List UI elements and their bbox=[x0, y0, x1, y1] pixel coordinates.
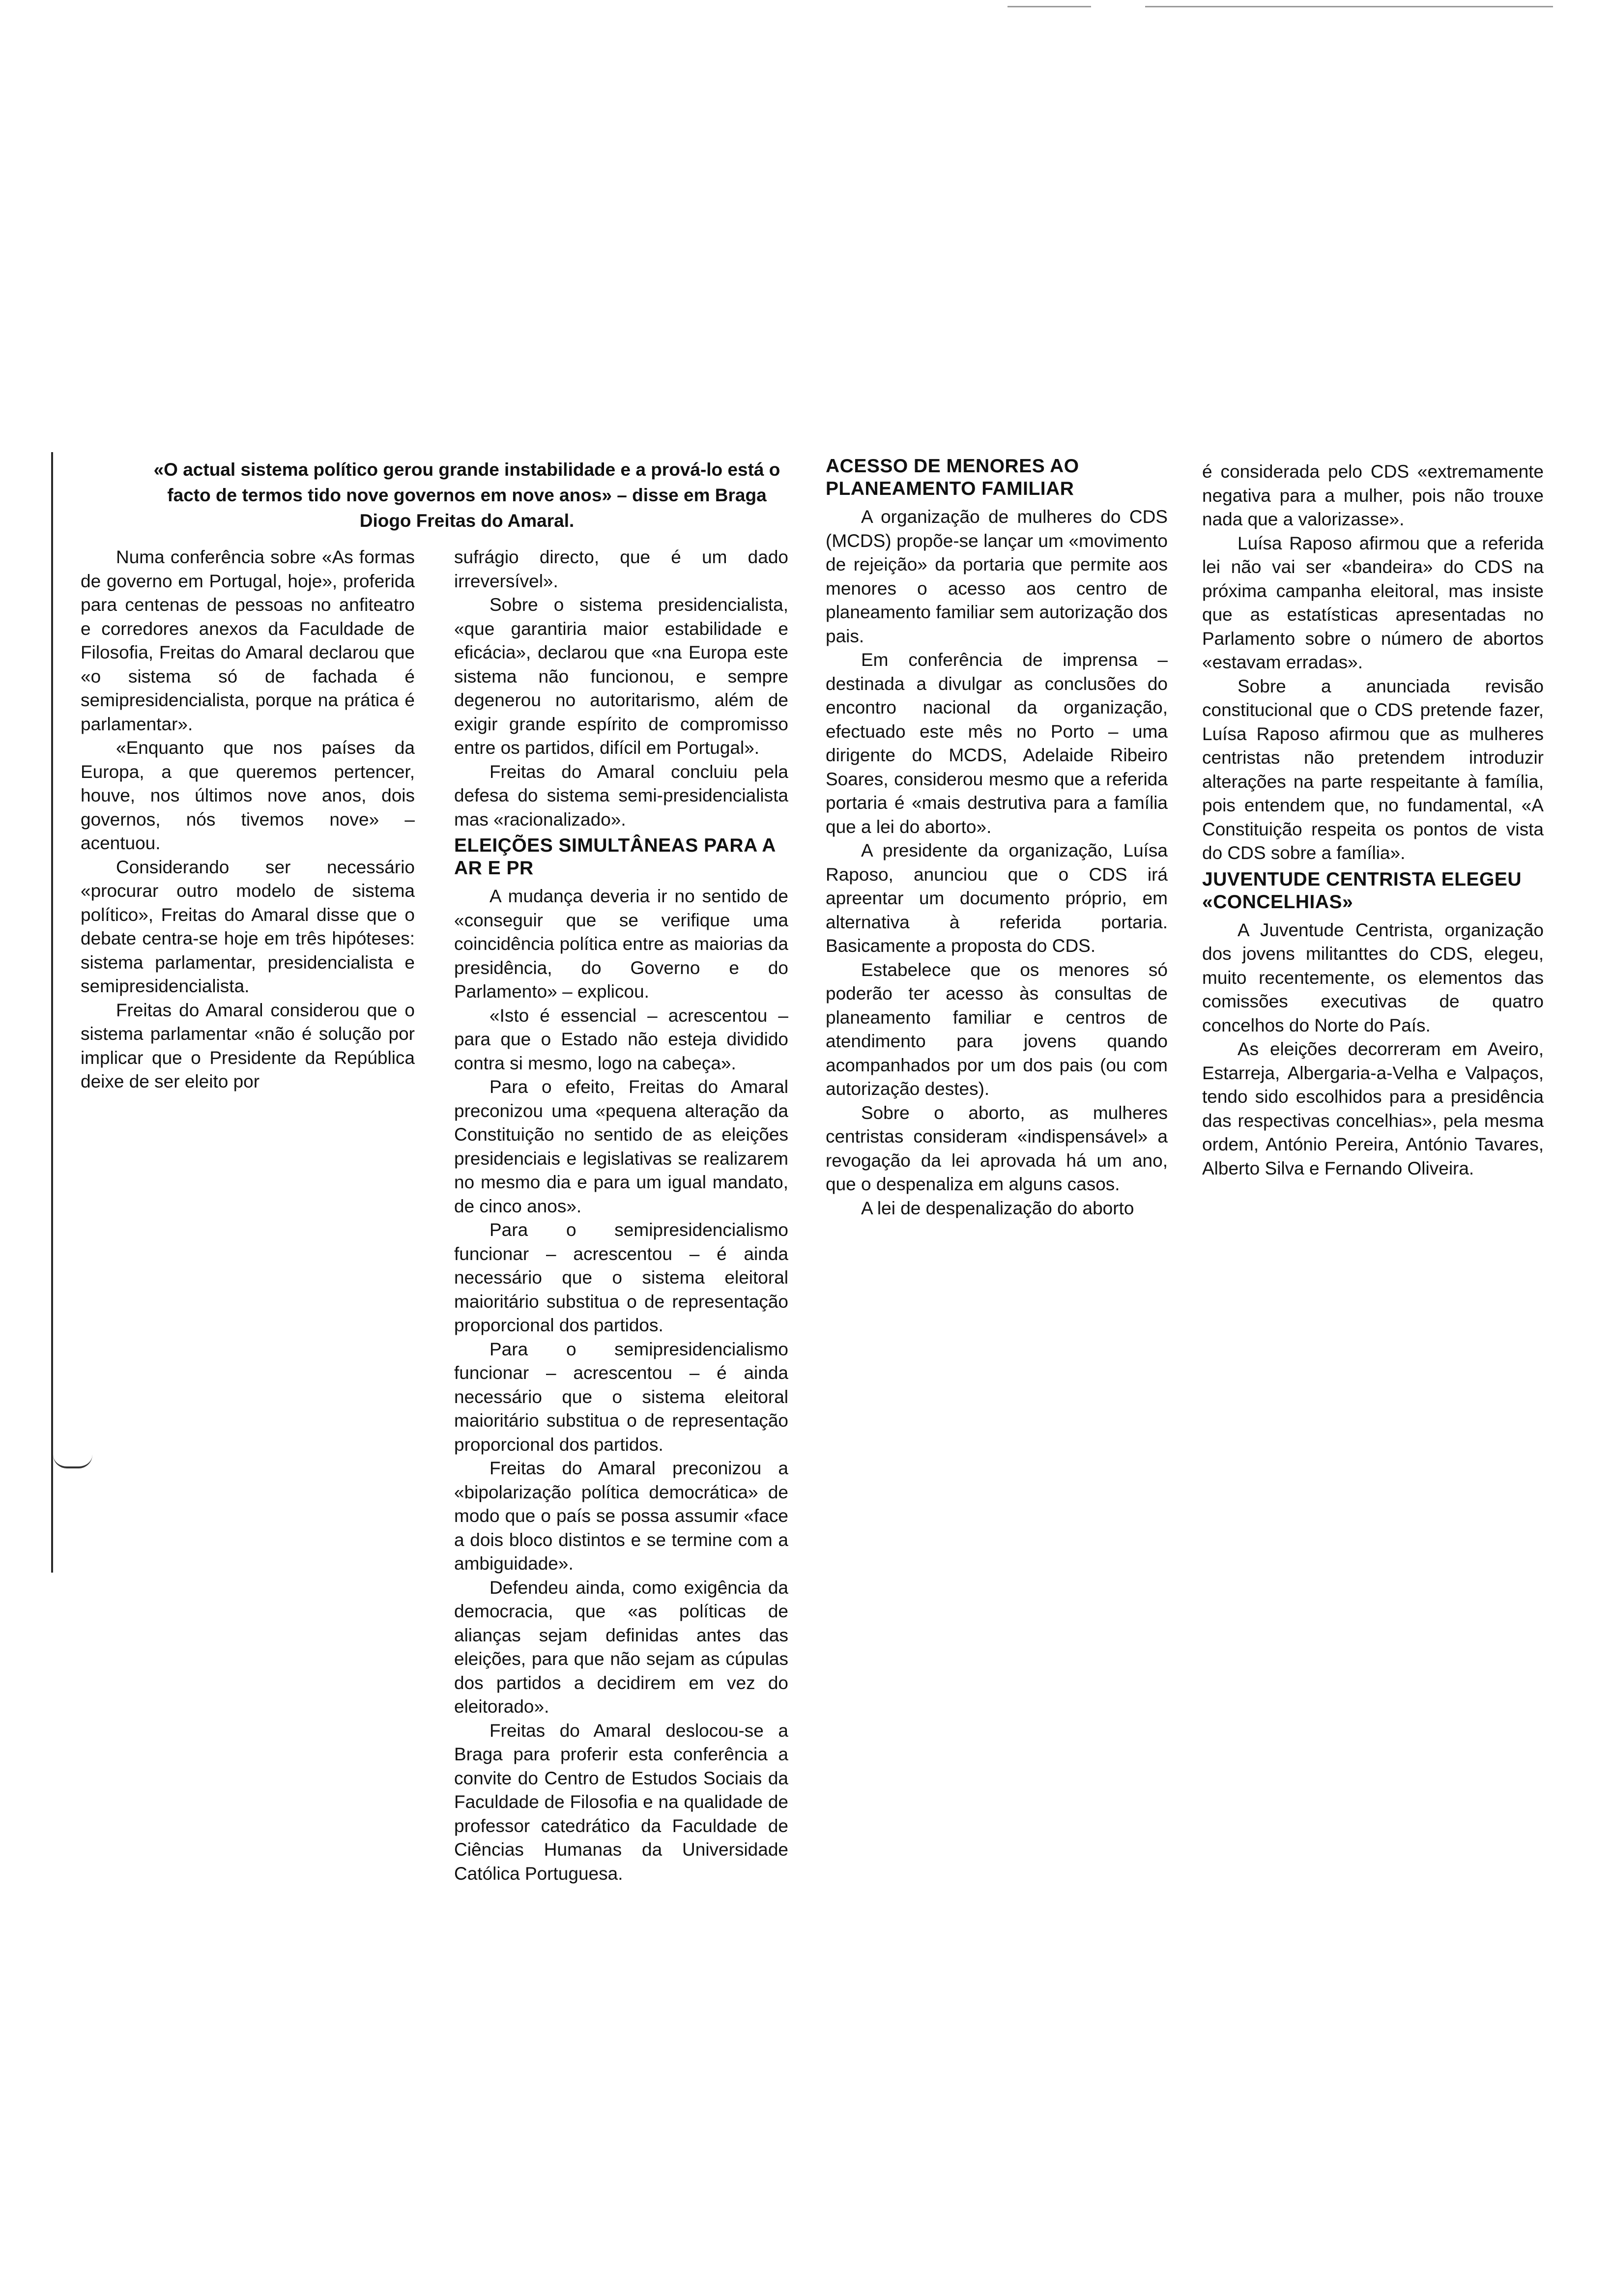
lede-paragraph: «O actual sistema político gerou grande instabilidade e a prová-lo está o facto de termos tido nove governos em nove anos» – disse em Braga Diogo Freitas do Amaral. bbox=[153, 459, 780, 531]
margin-bar bbox=[51, 452, 53, 1573]
paragraph: Estabelece que os menores só poderão ter acesso às consultas de planeamento familiar e centros de atendimento para jovens quando acompanhados por um dos pais (ou com autorização destes). bbox=[826, 959, 1168, 1099]
paragraph: Sobre a anunciada revisão constitucional que o CDS pretende fazer, Luísa Raposo afirmou que as mulheres centristas não pretendem introduzir alterações na parte respeitante à família, pois entendem que, no fundamental, «A Constituição respeita os pontos de vista do CDS sobre a família». bbox=[1202, 676, 1544, 863]
paragraph: «Enquanto que nos países da Europa, a que queremos pertencer, houve, nos últimos nove anos, dois governos, nós tivemos nove» – acentuou. bbox=[81, 738, 415, 853]
paragraph: Luísa Raposo afirmou que a referida lei não vai ser «bandeira» do CDS na próxima campanha eleitoral, mas insiste que as estatísticas apresentadas no Parlamento sobre o número de abortos «estavam erradas». bbox=[1202, 533, 1544, 672]
paragraph: Considerando ser necessário «procurar outro modelo de sistema político», Freitas do Amaral disse que o debate centra-se hoje em três hipóteses: sistema parlamentar, presidencialista e semipresidencialista. bbox=[81, 857, 415, 996]
paragraph: A organização de mulheres do CDS (MCDS) propõe-se lançar um «movimento de rejeição» da portaria que permite aos menores o acesso aos centro de planeamento familiar sem autorização dos pais. bbox=[826, 507, 1168, 646]
paragraph: As eleições decorreram em Aveiro, Estarreja, Albergaria-a-Velha e Valpaços, tendo sido escolhidos para a presidência das respectivas concelhias», pela mesma ordem, António Pereira, António Tavares, Alberto Silva e Fernando Oliveira. bbox=[1202, 1039, 1544, 1178]
column-2 bbox=[454, 545, 788, 1886]
subheading-eleicoes: ELEIÇÕES SIMULTÂNEAS PARA A AR E PR bbox=[454, 835, 776, 879]
top-rule-left bbox=[1008, 6, 1091, 7]
paragraph: Defendeu ainda, como exigência da democracia, que «as políticas de alianças sejam definidas antes das eleições, para que não sejam as cúpulas dos partidos a decidirem em vez do eleitorado». bbox=[454, 1577, 788, 1717]
paragraph: A lei de despenalização do aborto bbox=[861, 1198, 1134, 1218]
paragraph: Sobre o aborto, as mulheres centristas consideram «indispensável» a revogação da lei aprovada há um ano, que o despenaliza em alguns casos. bbox=[826, 1102, 1168, 1194]
column-1 bbox=[81, 545, 415, 1094]
paragraph: Sobre o sistema presidencialista, «que garantiria maior estabilidade e eficácia», declarou que «na Europa este sistema não funcionou, e sempre degenerou no autoritarismo, além de exigir grande espírito de compromisso entre os partidos, difícil em Portugal». bbox=[454, 595, 788, 758]
paragraph: Freitas do Amaral concluiu pela defesa do sistema semi-presidencialista mas «racionalizado». bbox=[454, 761, 788, 830]
paragraph: é considerada pelo CDS «extremamente negativa para a mulher, pois não trouxe nada que a valorizasse». bbox=[1202, 461, 1544, 529]
paragraph: Freitas do Amaral considerou que o sistema parlamentar «não é solução por implicar que o Presidente da República deixe de ser eleito por bbox=[81, 1000, 415, 1091]
paragraph: A presidente da organização, Luísa Raposo, anunciou que o CDS irá apreentar um documento próprio, em alternativa à referida portaria. Basicamente a proposta do CDS. bbox=[826, 840, 1168, 956]
paragraph: Para o semipresidencialismo funcionar – acrescentou – é ainda necessário que o sistema eleitoral maioritário substitua o de representação proporcional dos partidos. bbox=[454, 1339, 788, 1455]
paragraph: Para o semipresidencialismo funcionar – acrescentou – é ainda necessário que o sistema eleitoral maioritário substitua o de representação proporcional dos partidos. bbox=[454, 1220, 788, 1335]
paragraph: sufrágio directo, que é um dado irreversível». bbox=[454, 547, 788, 591]
paragraph: Freitas do Amaral deslocou-se a Braga para proferir esta conferência a convite do Centro de Estudos Sociais da Faculdade de Filosofia e na qualidade de professor catedrático da Faculdade de Ciências Humanas da Universidade Católica Portuguesa. bbox=[454, 1720, 788, 1884]
paragraph: «Isto é essencial – acrescentou – para que o Estado não esteja dividido contra si mesmo, logo na cabeça». bbox=[454, 1005, 788, 1073]
paragraph: A mudança deveria ir no sentido de «conseguir que se verifique uma coincidência política entre as maiorias da presidência, do Governo e do Parlamento» – explicou. bbox=[454, 886, 788, 1002]
subheading-acesso-menores: ACESSO DE MENORES AO PLANEAMENTO FAMILIAR bbox=[826, 456, 1079, 499]
column-4 bbox=[1202, 460, 1544, 1180]
margin-mark bbox=[53, 1455, 92, 1468]
subheading-juventude: JUVENTUDE CENTRISTA ELEGEU «CONCELHIAS» bbox=[1202, 868, 1522, 913]
paragraph: Em conferência de imprensa – destinada a divulgar as conclusões do encontro nacional da organização, efectuado este mês no Porto – uma dirigente do MCDS, Adelaide Ribeiro Soares, considerou mesmo que a referida portaria é «mais destrutiva para a família que a lei do aborto». bbox=[826, 650, 1168, 837]
paragraph: Para o efeito, Freitas do Amaral preconizou uma «pequena alteração da Constituição no sentido de as eleições presidenciais e legislativas se realizarem no mesmo dia e para um igual mandato, de cinco anos». bbox=[454, 1077, 788, 1216]
column-3 bbox=[826, 455, 1168, 1220]
paragraph: A Juventude Centrista, organização dos jovens militanttes do CDS, elegeu, muito recentemente, os elementos das comissões executivas de quatro concelhos do Norte do País. bbox=[1202, 919, 1544, 1035]
paragraph: Freitas do Amaral preconizou a «bipolarização política democrática» de modo que o país se possa assumir «face a dois bloco distintos e se termine com a ambiguidade». bbox=[454, 1458, 788, 1574]
paragraph: Numa conferência sobre «As formas de governo em Portugal, hoje», proferida para centenas de pessoas no anfiteatro e corredores anexos da Faculdade de Filosofia, Freitas do Amaral declarou que «o sistema só de fachada é semipresidencialista, porque na prática é parlamentar». bbox=[81, 547, 415, 734]
top-rule-right bbox=[1145, 6, 1553, 7]
